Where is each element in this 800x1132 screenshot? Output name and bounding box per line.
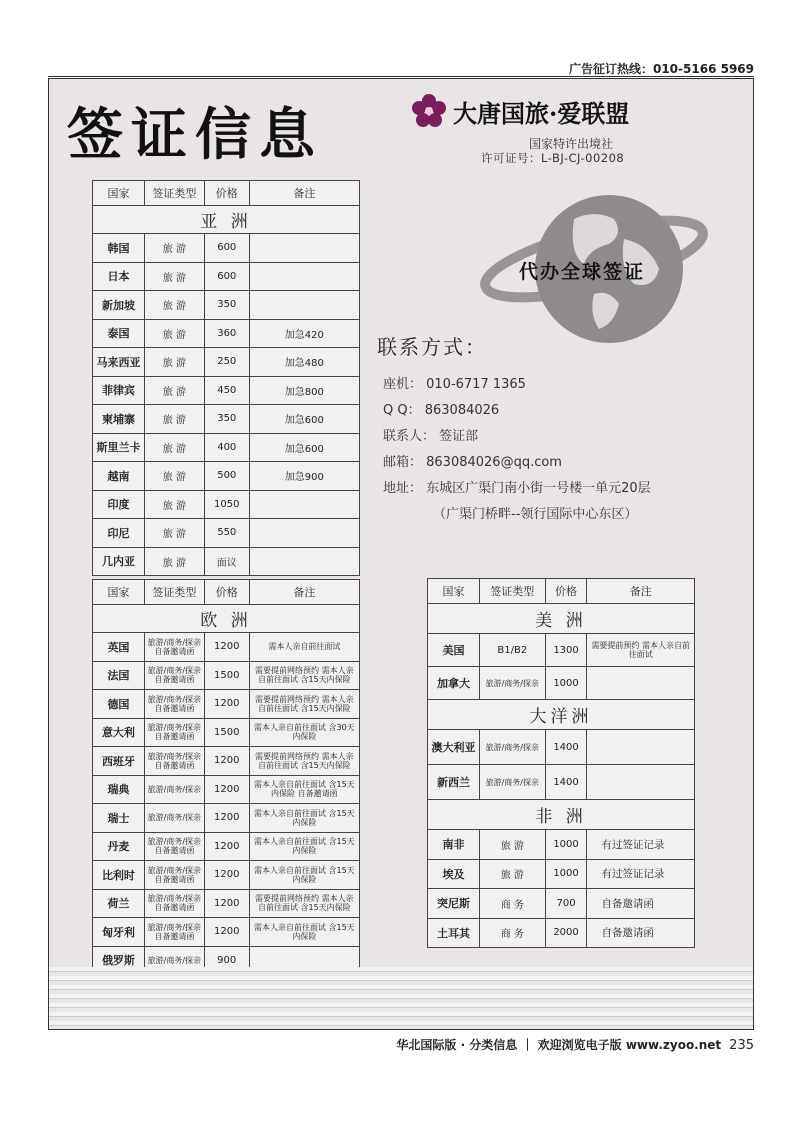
country-cell: 日本 [93,262,145,291]
country-cell: 德国 [93,690,145,719]
visa-type-cell: 旅游/商务/探亲 自备邀请函 [144,661,204,690]
price-cell: 1000 [545,830,587,860]
visa-type-cell: 旅 游 [144,262,204,291]
country-cell: 瑞典 [93,775,145,804]
table-row [428,830,695,860]
americas-oceania-africa-visa-table [427,578,695,948]
region-heading: 美 洲 [428,604,695,634]
brand [411,93,629,129]
price-cell: 1200 [204,690,249,719]
note-cell: 需要提前网络预约 需本人亲自前往面试 含15天内保险 [249,690,359,719]
visa-type-cell: 旅 游 [144,519,204,548]
contact-address-note: （广渠门桥畔--领行国际中心东区） [433,507,638,522]
price-cell: 1200 [204,804,249,833]
note-cell: 需要提前网络预约 需本人亲自前往面试 含15天内保险 [249,661,359,690]
flower-logo-icon [411,93,447,129]
price-cell: 1400 [545,730,587,765]
region-row [428,800,695,830]
table-row [93,519,360,548]
note-cell: 需本人亲自前往面试 含15天内保险 [249,804,359,833]
country-header: 国家 [93,580,145,605]
country-cell: 韩国 [93,234,145,263]
contact-email: 邮箱： 863084026@qq.com [383,455,562,470]
price-cell: 600 [204,234,249,263]
country-cell: 几内亚 [93,547,145,576]
country-cell: 新西兰 [428,765,480,800]
price-cell: 1400 [545,765,587,800]
region-heading: 大洋洲 [428,700,695,730]
note-cell: 需本人亲自前往面试 含30天内保险 [249,718,359,747]
table-row [428,634,695,667]
price-cell: 360 [204,319,249,348]
country-cell: 柬埔寨 [93,405,145,434]
license-number: 许可证号：L-BJ-CJ-00208 [481,151,625,165]
region-row [93,206,360,234]
price-header: 价格 [204,181,249,206]
table-row [93,718,360,747]
table-row [93,490,360,519]
note-cell [587,730,695,765]
price-header: 价格 [204,580,249,605]
visa-page [48,78,754,1030]
price-cell: 550 [204,519,249,548]
country-cell: 澳大利亚 [428,730,480,765]
brand-subtitle: 国家特许出境社 [529,137,614,151]
header-divider [48,76,754,77]
europe-visa-table [92,579,360,975]
contact-person: 联系人： 签证部 [383,429,479,444]
note-cell: 需要提前网络预约 需本人亲自前往面试 含15天内保险 [249,889,359,918]
price-cell: 350 [204,405,249,434]
contact-title: 联系方式： [377,335,487,359]
price-cell: 400 [204,433,249,462]
country-cell: 英国 [93,633,145,662]
contact-address: 地址： 东城区广渠门南小街一号楼一单元20层 [383,481,651,496]
table-row [93,633,360,662]
table-row [428,889,695,919]
visa-type-cell: 旅游/商务/探亲 [479,730,545,765]
visa-type-cell: 旅 游 [144,405,204,434]
visa-type-cell: 旅 游 [144,547,204,576]
visa-type-header: 签证类型 [144,580,204,605]
visa-type-cell: 旅游/商务/探亲 自备邀请函 [144,889,204,918]
price-cell: 1300 [545,634,587,667]
note-header: 备注 [587,579,695,604]
country-cell: 南非 [428,830,480,860]
footer-text: 华北国际版 · 分类信息 ｜ 欢迎浏览电子版 www.zyoo.net [396,1038,722,1052]
visa-type-cell: 旅 游 [144,462,204,491]
note-cell: 需本人亲自前往面试 [249,633,359,662]
asia-visa-table [92,180,360,576]
region-row [428,604,695,634]
visa-type-cell: 旅 游 [144,291,204,320]
table-row [93,291,360,320]
note-header: 备注 [249,181,359,206]
country-cell: 西班牙 [93,747,145,776]
table-header-row [93,580,360,605]
country-cell: 比利时 [93,861,145,890]
region-row [428,700,695,730]
price-cell: 250 [204,348,249,377]
note-cell: 加急800 [249,376,359,405]
visa-type-cell: 旅 游 [479,859,545,889]
price-cell: 450 [204,376,249,405]
ad-hotline: 广告征订热线：010-5166 5969 [568,62,754,76]
table-row [428,765,695,800]
visa-type-cell: 旅 游 [144,433,204,462]
visa-type-header: 签证类型 [479,579,545,604]
country-header: 国家 [93,181,145,206]
country-cell: 突尼斯 [428,889,480,919]
note-cell: 有过签证记录 [587,830,695,860]
table-row [93,376,360,405]
country-cell: 新加坡 [93,291,145,320]
table-row [93,918,360,947]
country-cell: 加拿大 [428,667,480,700]
contact-qq: Q Q： 863084026 [383,403,500,418]
note-cell [249,291,359,320]
region-row [93,605,360,633]
note-cell [587,667,695,700]
note-cell [249,547,359,576]
visa-type-cell: 旅游/商务/探亲 自备邀请函 [144,861,204,890]
visa-type-cell: 旅 游 [144,348,204,377]
country-cell: 印尼 [93,519,145,548]
price-cell: 500 [204,462,249,491]
brand-name: 大唐国旅·爱联盟 [453,98,630,128]
note-cell: 加急900 [249,462,359,491]
country-cell: 越南 [93,462,145,491]
visa-type-cell: 旅 游 [479,830,545,860]
region-heading: 非 洲 [428,800,695,830]
page-number: 235 [729,1038,754,1053]
country-cell: 埃及 [428,859,480,889]
price-cell: 面议 [204,547,249,576]
visa-type-cell: 旅游/商务/探亲 自备邀请函 [144,633,204,662]
table-row [93,405,360,434]
country-cell: 俄罗斯 [93,946,145,975]
table-row [428,859,695,889]
visa-type-cell: 旅游/商务/探亲 [479,667,545,700]
country-cell: 丹麦 [93,832,145,861]
country-cell: 瑞士 [93,804,145,833]
table-header-row [428,579,695,604]
table-row [428,918,695,948]
table-header-row [93,181,360,206]
note-cell: 加急600 [249,405,359,434]
table-row [428,730,695,765]
table-row [93,319,360,348]
visa-type-cell: 旅游/商务/探亲 自备邀请函 [144,718,204,747]
note-cell: 需要提前预约 需本人亲自前往面试 [587,634,695,667]
table-row [93,690,360,719]
note-cell [249,262,359,291]
note-cell: 需本人亲自前往面试 含15天内保险 [249,861,359,890]
note-cell: 自备邀请函 [587,918,695,948]
price-cell: 1200 [204,633,249,662]
price-cell: 1500 [204,718,249,747]
table-row [93,747,360,776]
price-cell: 1050 [204,490,249,519]
price-cell: 600 [204,262,249,291]
note-cell: 需要提前网络预约 需本人亲自前往面试 含15天内保险 [249,747,359,776]
note-cell: 加急600 [249,433,359,462]
note-cell: 需本人亲自前往面试 含15天内保险 自备邀请函 [249,775,359,804]
country-cell: 匈牙利 [93,918,145,947]
table-row [93,433,360,462]
price-cell: 1200 [204,747,249,776]
country-cell: 土耳其 [428,918,480,948]
country-cell: 泰国 [93,319,145,348]
visa-type-cell: 旅游/商务/探亲 自备邀请函 [144,918,204,947]
table-row [93,348,360,377]
visa-type-cell: 商 务 [479,918,545,948]
note-cell: 需本人亲自前往面试 含15天内保险 [249,918,359,947]
country-cell: 意大利 [93,718,145,747]
page-title: 签证信息 [67,102,323,168]
table-row [93,234,360,263]
table-row [93,661,360,690]
country-cell: 荷兰 [93,889,145,918]
price-cell: 2000 [545,918,587,948]
visa-type-header: 签证类型 [144,181,204,206]
price-cell: 350 [204,291,249,320]
note-cell [249,234,359,263]
table-row [93,832,360,861]
price-cell: 1200 [204,832,249,861]
table-row [93,775,360,804]
visa-type-cell: 旅 游 [144,319,204,348]
table-row [93,262,360,291]
visa-type-cell: 旅 游 [144,490,204,519]
note-cell: 自备邀请函 [587,889,695,919]
table-row [93,804,360,833]
price-cell: 700 [545,889,587,919]
table-row [93,889,360,918]
paper-stack-edge [49,967,753,1029]
price-cell: 1200 [204,889,249,918]
country-header: 国家 [428,579,480,604]
visa-type-cell: 旅游/商务/探亲 自备邀请函 [144,747,204,776]
visa-type-cell: 旅 游 [144,234,204,263]
note-cell [249,490,359,519]
country-cell: 美国 [428,634,480,667]
price-header: 价格 [545,579,587,604]
country-cell: 印度 [93,490,145,519]
country-cell: 马来西亚 [93,348,145,377]
price-cell: 1200 [204,775,249,804]
visa-type-cell: 旅游/商务/探亲 自备邀请函 [144,690,204,719]
page-footer [396,1036,754,1053]
region-heading: 欧 洲 [93,605,360,633]
price-cell: 1000 [545,859,587,889]
price-cell: 900 [204,946,249,975]
note-cell [249,519,359,548]
region-heading: 亚 洲 [93,206,360,234]
visa-type-cell: 旅游/商务/探亲 [144,775,204,804]
globe-caption: 代办全球签证 [519,261,646,283]
table-row [93,547,360,576]
visa-type-cell: 旅游/商务/探亲 [479,765,545,800]
visa-type-cell: B1/B2 [479,634,545,667]
country-cell: 法国 [93,661,145,690]
visa-type-cell: 旅游/商务/探亲 [144,946,204,975]
country-cell: 菲律宾 [93,376,145,405]
note-cell: 加急420 [249,319,359,348]
visa-type-cell: 旅 游 [144,376,204,405]
table-row [428,667,695,700]
price-cell: 1500 [204,661,249,690]
note-cell: 有过签证记录 [587,859,695,889]
price-cell: 1200 [204,861,249,890]
visa-type-cell: 旅游/商务/探亲 [144,804,204,833]
country-cell: 斯里兰卡 [93,433,145,462]
contact-phone: 座机： 010-6717 1365 [383,377,526,392]
visa-type-cell: 商 务 [479,889,545,919]
price-cell: 1200 [204,918,249,947]
note-cell [587,765,695,800]
table-row [93,861,360,890]
note-cell: 需本人亲自前往面试 含15天内保险 [249,832,359,861]
note-header: 备注 [249,580,359,605]
price-cell: 1000 [545,667,587,700]
visa-type-cell: 旅游/商务/探亲 自备邀请函 [144,832,204,861]
table-row [93,462,360,491]
note-cell: 加急480 [249,348,359,377]
